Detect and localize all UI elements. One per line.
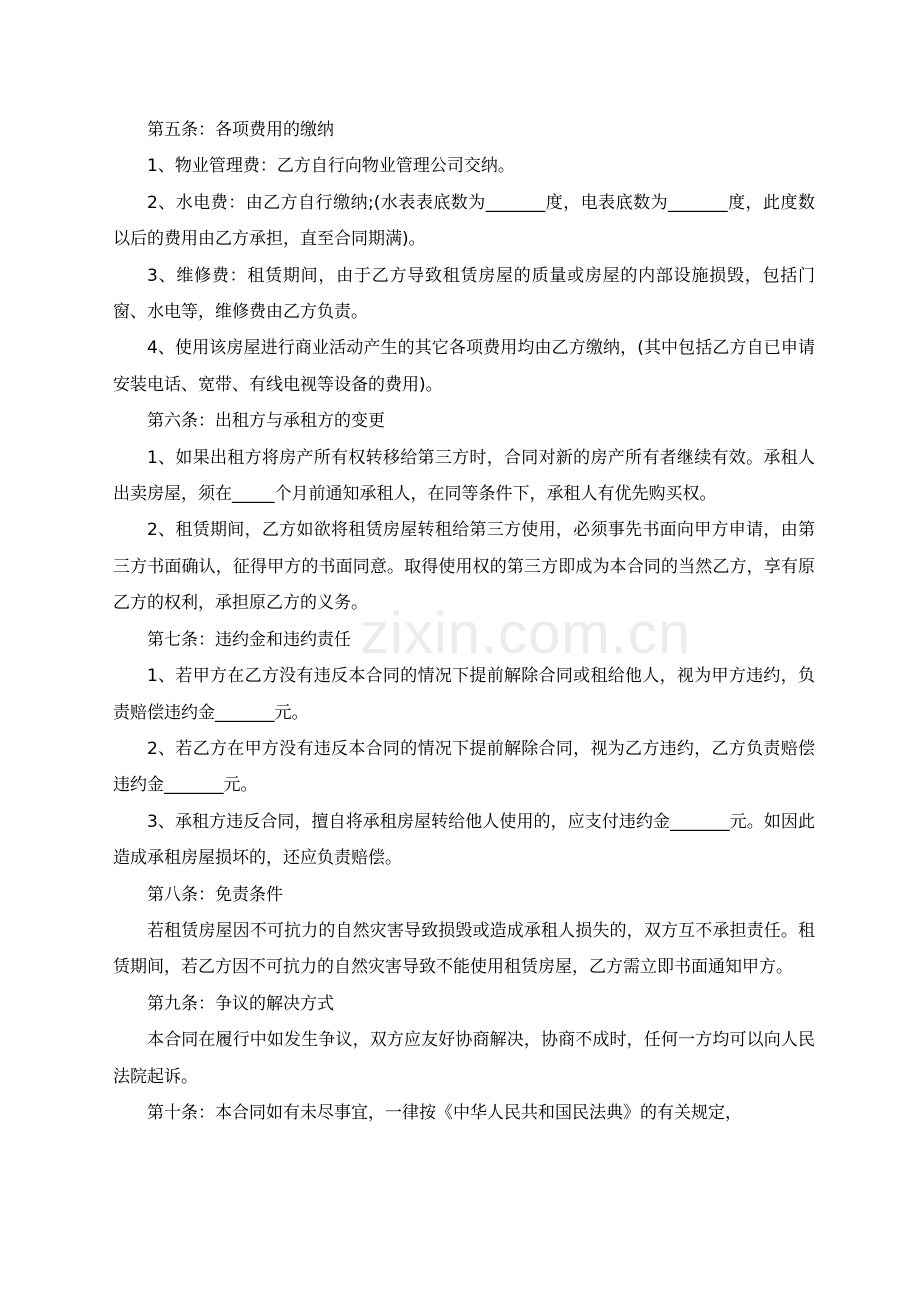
section-heading-article-6: 第六条：出租方与承租方的变更 [147,411,385,432]
watermark: zixin.com.cn [360,601,692,666]
clause-5-2: 2、水电费：由乙方自行缴纳;(水表表底数为_______度，电表底数为_______度，此度数以后的费用由乙方承担，直至合同期满)。 [113,192,815,250]
clause-6-2: 2、租赁期间，乙方如欲将租赁房屋转租给第三方使用，必须事先书面向甲方申请，由第三方书面确认，征得甲方的书面同意。取得使用权的第三方即成为本合同的当然乙方，享有原乙方的权利，承担原乙方的义务。 [113,520,815,614]
clause-5-4: 4、使用该房屋进行商业活动产生的其它各项费用均由乙方缴纳，(其中包括乙方自已申请安装电话、宽带、有线电视等设备的费用)。 [113,338,815,395]
section-heading-article-5: 第五条：各项费用的缴纳 [147,120,334,140]
clause-8-body: 若租赁房屋因不可抗力的自然灾害导致损毁或造成承租人损失的，双方互不承担责任。租赁期间，若乙方因不可抗力的自然灾害导致不能使用租赁房屋，乙方需立即书面通知甲方。 [113,920,815,978]
section-article-10: 第十条：本合同如有未尽事宜，一律按《中华人民共和国民法典》的有关规定， [147,1102,742,1123]
clause-6-1: 1、如果出租方将房产所有权转移给第三方时，合同对新的房产所有者继续有效。承租人出卖房屋，须在_____个月前通知承租人，在同等条件下，承租人有优先购买权。 [113,447,815,505]
clause-9-body: 本合同在履行中如发生争议，双方应友好协商解决，协商不成时，任何一方均可以向人民法院起诉。 [113,1030,815,1087]
clause-5-1: 1、物业管理费：乙方自行向物业管理公司交纳。 [147,156,515,177]
clause-5-3: 3、维修费：租赁期间，由于乙方导致租赁房屋的质量或房屋的内部设施损毁，包括门窗、水电等，维修费由乙方负责。 [113,265,815,323]
section-heading-article-8: 第八条：免责条件 [147,884,283,905]
section-heading-article-9: 第九条：争议的解决方式 [147,993,334,1014]
clause-7-3: 3、承租方违反合同，擅自将承租房屋转给他人使用的，应支付违约金_______元。如因此造成承租房屋损坏的，还应负责赔偿。 [113,811,815,869]
clause-7-1: 1、若甲方在乙方没有违反本合同的情况下提前解除合同或租给他人，视为甲方违约，负责赔偿违约金_______元。 [113,666,815,723]
section-heading-article-7: 第七条：违约金和违约责任 [147,629,351,650]
clause-7-2: 2、若乙方在甲方没有违反本合同的情况下提前解除合同，视为乙方违约，乙方负责赔偿违约金_______元。 [113,738,815,796]
document-body [113,112,815,1131]
